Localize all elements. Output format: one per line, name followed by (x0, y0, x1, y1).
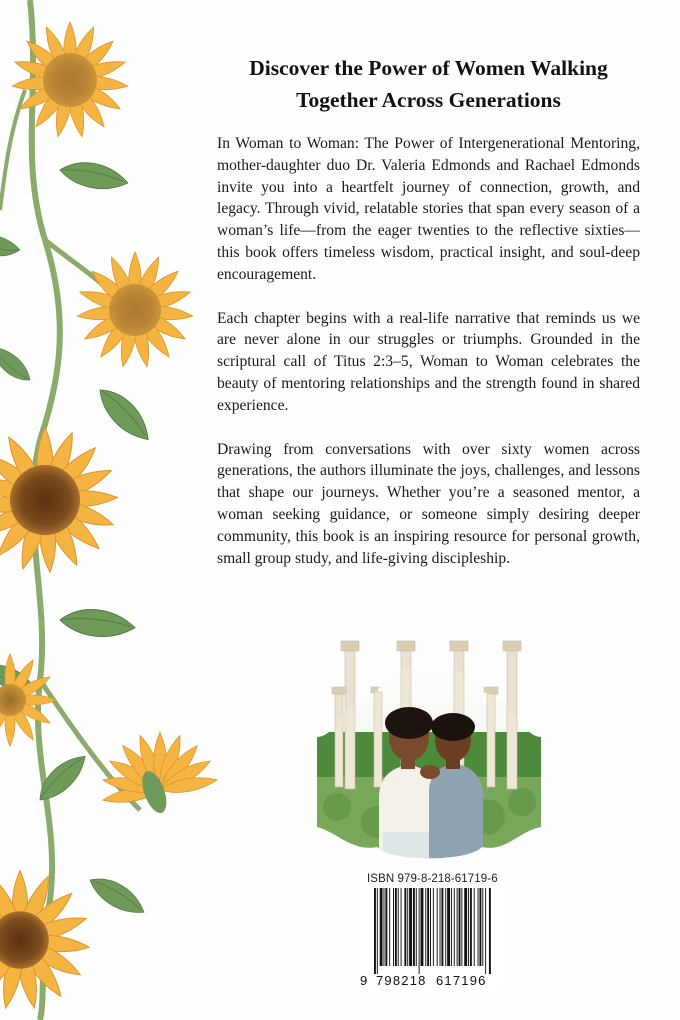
paragraph-3: Drawing from conversations with over sixty women across generations, the authors illuminate the joys, challenges, and lessons that shape our journeys. Whether you’re a seasoned mentor, a woman seeking guidance, or someone simply desiring deeper community, this book is an inspiring resource for personal growth, small group study, and life-giving discipleship. (217, 440, 640, 567)
barcode-bar (437, 888, 438, 966)
barcode-bar (445, 888, 446, 966)
barcode-bar (430, 888, 431, 966)
headline-line-1: Discover the Power of Women Walking (249, 56, 608, 80)
barcode-bar (447, 888, 450, 966)
barcode-bar (433, 888, 434, 966)
barcode-bar (401, 888, 402, 966)
barcode-bar (470, 888, 472, 966)
back-cover-text (217, 52, 640, 591)
barcode-bar (457, 888, 458, 966)
barcode-icon (364, 888, 494, 974)
barcode-bar (404, 888, 406, 966)
barcode-bar (380, 888, 383, 966)
barcode-bar (482, 888, 483, 966)
paragraph-2: Each chapter begins with a real-life narrative that reminds us we are never alone in our struggles or triumphs. Grounded in the scriptural call of Titus 2:3–5, Woman to Woman celebrates the beauty of mentoring relationships and the strength found in shared experience. (217, 309, 640, 414)
barcode-bar (421, 888, 424, 966)
barcode-bar (485, 888, 486, 974)
barcode-bar (479, 888, 481, 966)
headline-line-2: Together Across Generations (296, 88, 561, 112)
isbn-barcode-block (360, 870, 500, 990)
authors-photo-icon (317, 637, 541, 859)
barcode-bar (389, 888, 390, 966)
barcode-bar (459, 888, 461, 966)
barcode-bar (377, 888, 378, 974)
barcode-bar (451, 888, 452, 966)
barcode-bar (407, 888, 408, 966)
barcode-bar (468, 888, 469, 966)
barcode-bar (416, 888, 417, 966)
barcode-bar (413, 888, 415, 966)
barcode-bar (419, 888, 420, 974)
barcode-bar (464, 888, 467, 966)
barcode-bar (461, 888, 462, 966)
paragraph-1: In Woman to Woman: The Power of Intergenerational Mentoring, mother-daughter duo Dr. Valeria Edmonds and Rachael Edmonds invite you into a heartfelt journey of connection, growth, and legacy. Through vivid, relatable stories that span every season of a woman’s life—from the eager twenties to the reflective sixties—this book offers timeless wisdom, practical insight, and soul-deep encouragement. (217, 135, 640, 283)
barcode-bar (384, 888, 385, 966)
barcode-bar (385, 888, 387, 966)
barcode-bar (474, 888, 475, 966)
sunflower-border-icon (0, 0, 225, 1020)
barcode-lead-digit: 9 (360, 973, 369, 988)
barcode-digits-group-1: 798218 (376, 973, 427, 988)
barcode-bar (478, 888, 479, 966)
barcode-digits-group-2: 617196 (436, 973, 487, 988)
isbn-label: ISBN 979-8-218-61719-6 (367, 873, 498, 885)
barcode-bar (425, 888, 426, 966)
barcode-bar (393, 888, 394, 966)
headline (217, 52, 640, 116)
barcode-bar (441, 888, 443, 966)
barcode-bar (398, 888, 399, 966)
barcode-bar (395, 888, 397, 966)
barcode-bar (489, 888, 491, 974)
barcode-bar (374, 888, 376, 974)
barcode-bar (454, 888, 455, 966)
barcode-bar (409, 888, 412, 966)
barcode-bar (427, 888, 429, 966)
barcode-bar (440, 888, 441, 966)
